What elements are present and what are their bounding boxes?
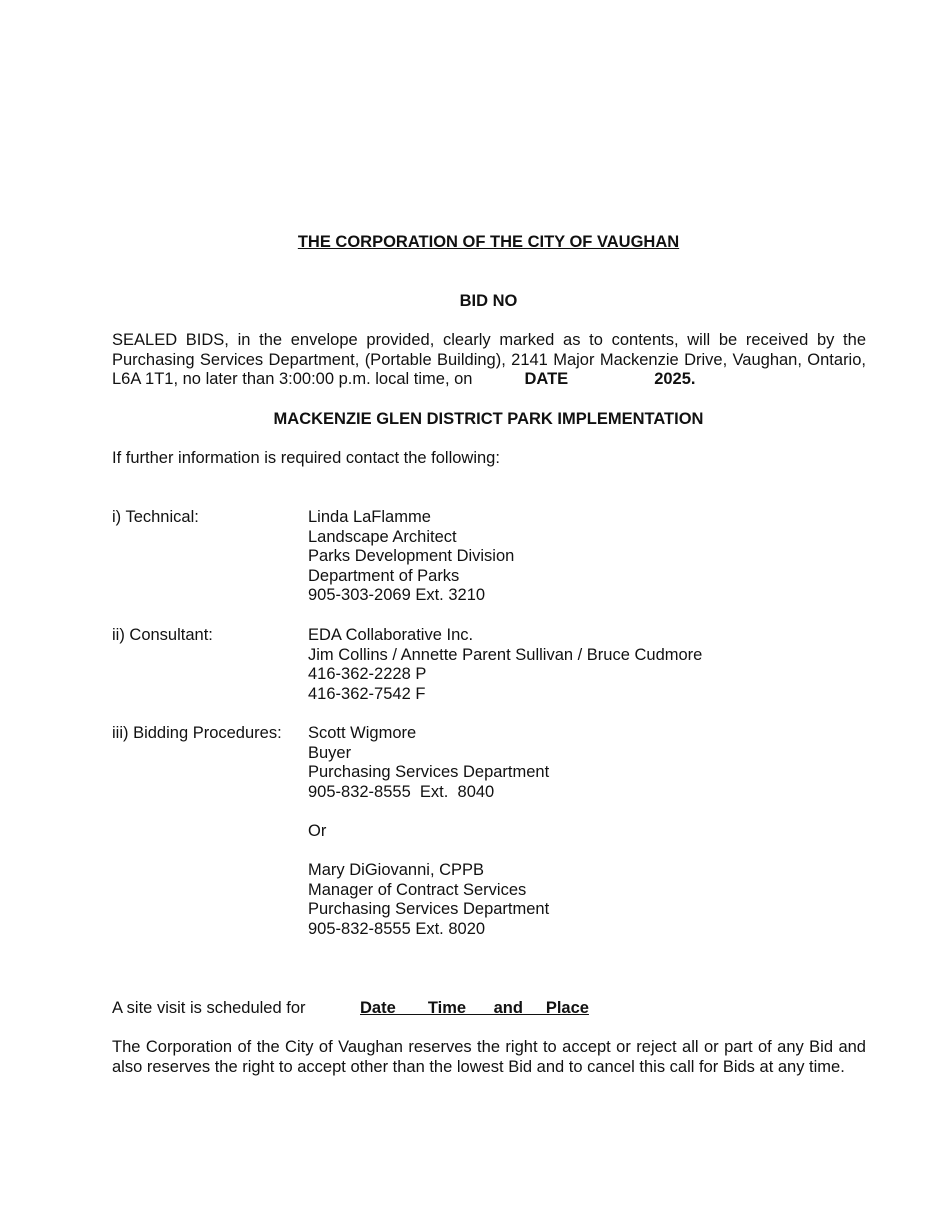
contact-line: Jim Collins / Annette Parent Sullivan / Bruce Cudmore <box>308 645 703 664</box>
bidding-or-separator: Or <box>308 822 327 840</box>
contact-line: Linda LaFlamme <box>308 508 431 526</box>
contact-line: 416-362-7542 F <box>308 684 426 703</box>
sealed-bids-text: SEALED BIDS, in the envelope provided, clearly marked as to contents, will be received by the Purchasing Services Department, (Portable Building), 2141 Major Mackenzie Drive, Vaughan, Ontario, L6A 1T1, no later than 3:00:00 p.m. local time, on <box>112 331 866 389</box>
bidding-procedures-alt-details <box>308 861 549 939</box>
contact-line: Landscape Architect <box>308 527 457 546</box>
closing-year: 2025. <box>654 370 696 389</box>
consultant-contact-details <box>308 626 702 704</box>
contact-line: Purchasing Services Department <box>308 900 550 919</box>
technical-contact-label: i) Technical: <box>112 508 199 526</box>
contact-line: Purchasing Services Department <box>308 763 550 782</box>
bidding-procedures-details <box>308 724 549 802</box>
bidding-procedures-label: iii) Bidding Procedures: <box>112 724 282 742</box>
bid-number-heading: BID NO <box>459 292 518 310</box>
contact-line: 905-303-2069 Ext. 3210 <box>308 586 486 605</box>
further-info-text: If further information is required contact the following: <box>112 449 500 467</box>
contact-line: 905-832-8555 Ext. 8020 <box>308 919 486 938</box>
site-visit-details: Date Time and Place <box>360 999 589 1017</box>
project-title: MACKENZIE GLEN DISTRICT PARK IMPLEMENTATION <box>273 410 704 428</box>
contact-line: 416-362-2228 P <box>308 665 427 684</box>
reservation-paragraph: The Corporation of the City of Vaughan reserves the right to accept or reject all or part of any Bid and also reserves the right to accept other than the lowest Bid and to cancel this call for Bids at any time. <box>112 1038 866 1076</box>
contact-line: EDA Collaborative Inc. <box>308 626 474 644</box>
sealed-bids-paragraph <box>112 331 866 390</box>
contact-line: Manager of Contract Services <box>308 880 527 899</box>
consultant-contact-label: ii) Consultant: <box>112 626 213 644</box>
site-visit-text: A site visit is scheduled for <box>112 999 306 1017</box>
technical-contact-details <box>308 508 514 606</box>
document-title: THE CORPORATION OF THE CITY OF VAUGHAN <box>297 233 680 251</box>
contact-line: Mary DiGiovanni, CPPB <box>308 861 485 879</box>
closing-date-placeholder: DATE <box>524 370 569 389</box>
contact-line: Department of Parks <box>308 566 460 585</box>
contact-line: Buyer <box>308 743 352 762</box>
contact-line: 905-832-8555 Ext. 8040 <box>308 782 495 801</box>
contact-line: Parks Development Division <box>308 547 515 566</box>
contact-line: Scott Wigmore <box>308 724 417 742</box>
